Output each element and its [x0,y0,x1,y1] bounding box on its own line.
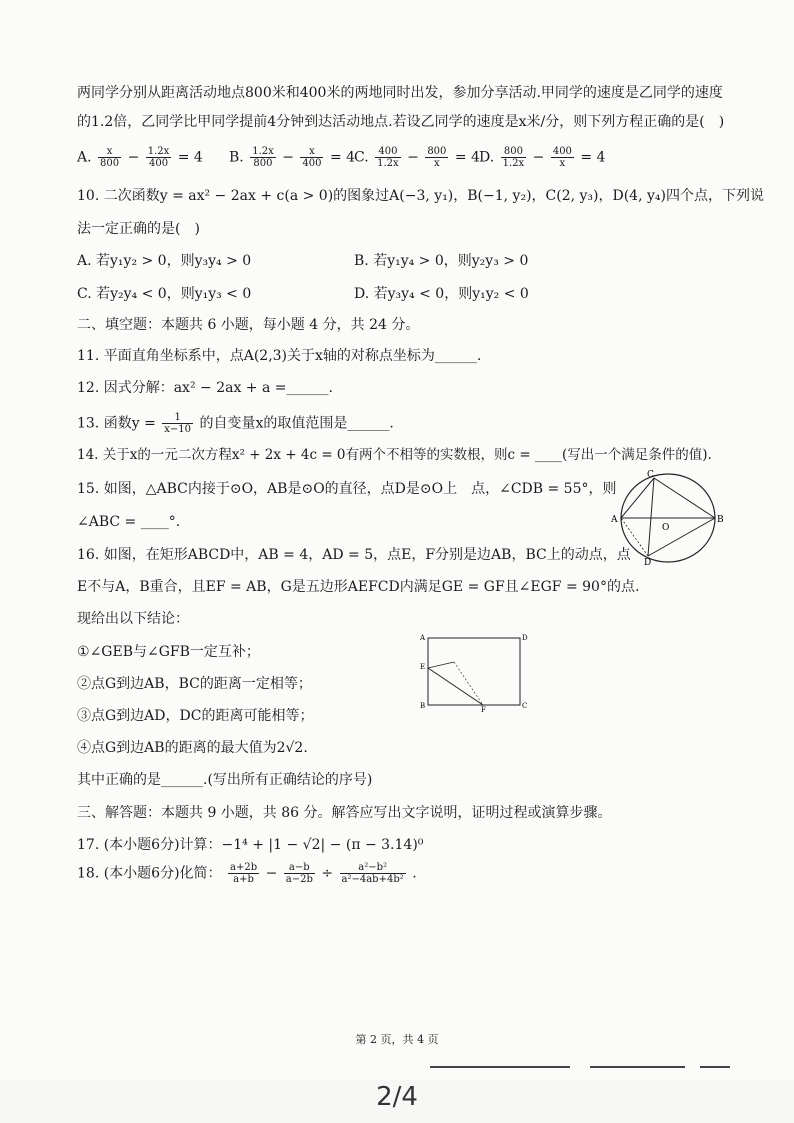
q15-line1: 15. 如图，△ABC内接于⊙O，AB是⊙O的直径，点D是⊙O上 点，∠CDB = 55°，则 [77,481,617,497]
q16-answer-line: 其中正确的是______.(写出所有正确结论的序号) [77,772,373,788]
q18: 18. (本小题6分)化简： $\frac{a+2b}{a+b}$ − $\frac{a-b}{a-2b}$ ÷ $\frac{\text{a²−b²}}{\text{a²−4ab+4b²}}$ . [77,862,417,885]
q9-line2: 的1.2倍，乙同学比甲同学提前4分钟到达活动地点.若设乙同学的速度是x米/分，则下列方程正确的是( ) [77,114,725,130]
q16-line2: E不与A，B重合，且EF = AB，G是五边形AEFCD内满足GE = GF且∠EGF = 90°的点. [77,579,640,595]
q12: 12. 因式分解：ax² − 2ax + a =______. [77,380,333,396]
q9-line1: 两同学分别从距离活动地点800米和400米的两地同时出发，参加分享活动.甲同学的速度是乙同学的速度 [77,85,723,101]
q10-option-d: D. 若y₃y₄ < 0，则y₁y₂ < 0 [354,286,529,302]
q16-conclusion-1: ①∠GEB与∠GFB一定互补； [77,644,260,660]
section-heading-fill-in: 二、填空题：本题共 6 小题，每小题 4 分，共 24 分。 [77,317,420,333]
q10-option-c: C. 若y₂y₄ < 0，则y₁y₃ < 0 [77,286,252,302]
q9-option-a: A. $\frac{x}{800}$ − $\frac{1.2x}{400}$ = 4 [77,146,203,169]
q10-line2: 法一定正确的是( ) [77,221,200,237]
scan-artifact-line [590,1066,685,1068]
q10-option-a: A. 若y₁y₂ > 0，则y₃y₄ > 0 [77,253,252,269]
label-d: D [644,558,652,568]
q10-option-b: B. 若y₁y₄ > 0，则y₂y₃ > 0 [354,253,529,269]
label-d: D [522,634,528,642]
page-indicator: 2/4 [376,1082,418,1112]
q9-option-d: D. $\frac{800}{1.2x}$ − $\frac{400}{x}$ = 4 [479,146,606,169]
scan-artifact-line [430,1066,570,1068]
q16-line3: 现给出以下结论： [77,611,189,627]
page-footer: 第 2 页，共 4 页 [355,1033,439,1046]
q9-option-c: C. $\frac{400}{1.2x}$ − $\frac{800}{x}$ = 4 [354,146,480,169]
q10-line1: 10. 二次函数y = ax² − 2ax + c(a > 0)的图象过A(−3, y₁)，B(−1, y₂)，C(2, y₃)，D(4, y₄)四个点，下列说 [77,188,764,204]
rectangle-figure [418,632,534,712]
q14: 14. 关于x的一元二次方程x² + 2x + 4c = 0有两个不相等的实数根，则c = ____(写出一个满足条件的值). [77,447,712,463]
label-b: B [420,702,426,710]
label-a: A [420,634,426,642]
q16-conclusion-4: ④点G到边AB的距离的最大值为2√2. [77,740,308,756]
label-c: C [522,702,528,710]
section-heading-solutions: 三、解答题：本题共 9 小题，共 86 分。解答应写出文字说明，证明过程或演算步骤。 [77,805,612,821]
scan-artifact-line [700,1066,730,1068]
label-a: A [611,515,618,525]
q13: 13. 函数y = $\frac{1}{x-10}$ 的自变量x的取值范围是______. [77,412,394,435]
q17: 17. (本小题6分)计算：−1⁴ + |1 − √2| − (π − 3.14)⁰ [77,837,424,853]
label-o: O [662,523,670,533]
label-c: C [647,470,654,480]
q9-option-b: B. $\frac{1.2x}{800}$ − $\frac{x}{400}$ = 4 [229,146,356,169]
q11: 11. 平面直角坐标系中，点A(2,3)关于x轴的对称点坐标为______. [77,348,482,364]
q15-line2: ∠ABC = ____°. [77,514,181,530]
label-f: F [481,706,486,714]
q16-line1: 16. 如图，在矩形ABCD中，AB = 4，AD = 5，点E，F分别是边AB，BC上的动点，点 [77,547,631,563]
q16-conclusion-3: ③点G到边AD，DC的距离可能相等； [77,708,314,724]
label-b: B [717,515,724,525]
label-e: E [420,663,426,671]
q16-conclusion-2: ②点G到边AB，BC的距离一定相等； [77,676,312,692]
